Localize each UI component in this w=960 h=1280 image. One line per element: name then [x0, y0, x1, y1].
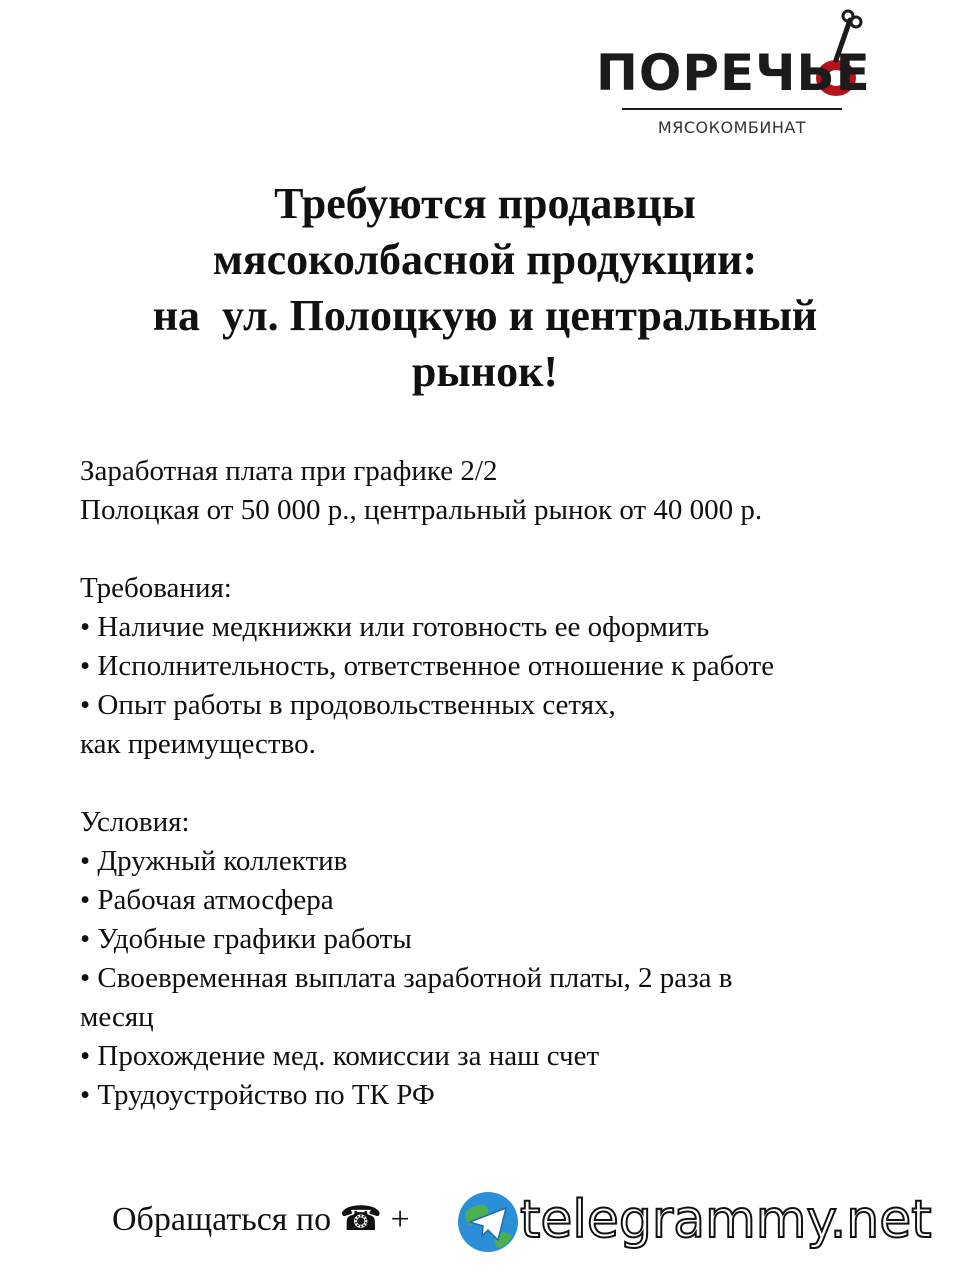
requirement-item: • Наличие медкнижки или готовность ее оформить: [80, 611, 710, 643]
requirement-continuation: как преимущество.: [80, 728, 316, 760]
conditions-title: Условия:: [80, 806, 190, 838]
watermark: [456, 1186, 956, 1258]
headline-line: рынок!: [411, 347, 559, 396]
vacancy-body: [80, 452, 910, 1115]
logo-subtitle: МЯСОКОМБИНАТ: [657, 118, 807, 137]
requirement-item: • Исполнительность, ответственное отношение к работе: [80, 650, 775, 682]
headline-line: Требуются продавцы: [274, 179, 696, 228]
condition-item: • Рабочая атмосфера: [80, 884, 334, 916]
company-logo: [596, 6, 876, 146]
telegram-globe-icon: [456, 1190, 520, 1254]
condition-item: • Прохождение мед. комиссии за наш счет: [80, 1040, 600, 1072]
vacancy-headline: [60, 176, 910, 400]
watermark-text: telegrammy.net: [520, 1190, 932, 1250]
contact-line: Обращаться по ☎ +: [112, 1201, 410, 1238]
condition-item: • Дружный коллектив: [80, 845, 348, 877]
salary-line: Заработная плата при графике 2/2: [80, 455, 498, 487]
condition-item: месяц: [80, 1001, 154, 1033]
salary-line: Полоцкая от 50 000 р., центральный рынок от 40 000 р.: [80, 494, 763, 526]
condition-item: • Трудоустройство по ТК РФ: [80, 1079, 435, 1111]
headline-line: на ул. Полоцкую и центральный: [152, 291, 818, 340]
logo-divider: [622, 108, 842, 110]
requirements-title: Требования:: [80, 572, 232, 604]
condition-item: • Своевременная выплата заработной платы, 2 раза в: [80, 962, 733, 994]
headline-line: мясоколбасной продукции:: [212, 235, 758, 284]
condition-item: • Удобные графики работы: [80, 923, 412, 955]
logo-wordmark: ПОРЕЧЬЕ: [596, 44, 871, 102]
requirement-item: • Опыт работы в продовольственных сетях,: [80, 689, 616, 721]
